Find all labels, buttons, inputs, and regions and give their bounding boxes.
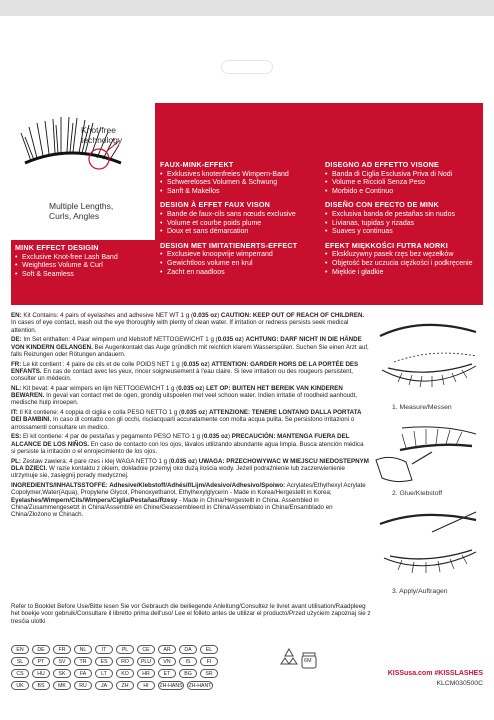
feature-title: FAUX-MINK-EFFEKT [160, 160, 234, 169]
language-code: ET [158, 669, 176, 678]
lang-paragraph: IT: Il Kit contiene: 4 coppia di ciglia e colla PESO NETTO 1 g (0.035 oz) ATTENZIONE: TENERE LONTANO DALLA PORTATA DEI BAMBINI. In caso di contatto con gli occhi, risciacquarli accuratamente con molta acqua pulita. Se persistono irritazioni o arrossamenti consultare un medico. [11, 409, 362, 431]
lang-paragraph: DE: Im Set enthalten: 4 Paar wimpern und klebstoff NETTOGEWICHT 1 g (0.035 oz) ACHTUNG: DARF NICHT IN DIE HÄNDE VON KINDERN GELANGEN. Bei Augenkontakt das Auge gründlich mit reichlich klarem Wasserspülen. Suchen Sie einen Arzt auf, falls Reizungen oder Rötungen andauern. [11, 336, 369, 358]
apply-lash-icon [372, 510, 484, 584]
step-measure [372, 318, 484, 418]
middle-features [160, 161, 320, 282]
feature-item: • Ekskluzywny pasek rzęs bez węzełków [325, 251, 483, 260]
refer-booklet-text: Refer to Booklet Before Use/Bitte lesen Sie vor Gebrauch die beiliegende Anleitung/Consultez le livret avant utilisation/Raadpleeg het boekje voor gebruik/Consultare il libretto prima dell'uso/ Lee el folleto antes de utilizar el producto/Przed użyciem zapoznaj sie z tresćia ulotki [11, 603, 371, 625]
feature-title: DESIGN À EFFET FAUX VISON [160, 200, 271, 210]
feature-item: • Sanft & Makellos [160, 188, 320, 197]
language-code: HR [137, 669, 155, 678]
feature-item: • Bande de faux-cils sans nœuds exclusive [160, 211, 320, 220]
lang-paragraph: PL: Zestaw zawiera: 4 pare rzes i klej WAGA NETTO 1 g (0.035 oz) UWAGA: PRZECHOWYWAC W MIEJSCU NIEDOSTEPNYM DLA DZIECI. W razie kontaktu z okiem, dokładnie przemyj oko dużą ilościa wody. Jeżeli podrażnienie lub zaczerwienienie utrzymuje sie, zasięgnij porady medycznej. [11, 457, 369, 480]
multiple-lengths-callout: Multiple Lengths, Curls, Angles [49, 201, 114, 221]
language-code: IT [95, 645, 113, 654]
language-code: NL [74, 645, 92, 654]
english-features [15, 244, 155, 284]
step-apply [372, 510, 484, 600]
language-code: KO [116, 669, 134, 678]
feature-item: • Miękkie i gładkie [325, 269, 483, 278]
language-code: AR [158, 645, 176, 654]
language-code: JA [95, 681, 113, 690]
feature-item: • Weightless Volume & Curl [15, 262, 155, 271]
language-code: SV [53, 657, 71, 666]
language-code: MK [53, 681, 71, 690]
language-code: DE [32, 645, 50, 654]
language-code: ZH-HANS [159, 683, 183, 689]
feature-item: • Suaves y continuas [325, 228, 483, 237]
feature-title: DISEÑO CON EFECTO DE MINK [325, 200, 439, 210]
step-glue [372, 420, 484, 502]
feature-item: • Volume e Riccioli Senza Peso [325, 179, 483, 188]
language-code: PL [116, 645, 134, 654]
language-code: IS [179, 657, 197, 666]
language-code: HU [32, 669, 50, 678]
language-code: FI [200, 657, 218, 666]
language-code: CE [137, 645, 155, 654]
lash-illustration [11, 103, 155, 240]
language-code: BS [32, 681, 50, 690]
feature-item: • Gewichtloos volume en krul [160, 260, 320, 269]
feature-item: • Exclusive Knot-free Lash Band [15, 254, 155, 263]
feature-item: • Exklusives knotenfreies Wimpern-Band [160, 171, 320, 180]
language-code: EL [200, 645, 218, 654]
feature-title: MINK EFFECT DESIGIN [15, 243, 99, 252]
feature-item: • Objętość bez uczucia ciężkości i podkręcenie [325, 260, 483, 269]
feature-title: DESIGN MET IMITATIENERTS-EFFECT [160, 240, 298, 250]
language-code: ZH-HANT [188, 683, 212, 689]
feature-item: • Doux et sans démarcation [160, 228, 320, 237]
language-code: UK [11, 681, 29, 690]
pao-jar-icon [299, 650, 319, 670]
feature-item: • Zacht en naadloos [160, 269, 320, 278]
language-code: SR [200, 669, 218, 678]
feature-item: • Exclusiva banda de pestañas sin nudos [325, 211, 483, 220]
language-code: ZH [116, 681, 134, 690]
glue-tube-icon [372, 420, 484, 488]
language-code: DA [179, 645, 197, 654]
pao-label: 6M [304, 658, 312, 664]
feature-item: • Volume et courbe poids plume [160, 220, 320, 229]
language-code: BG [179, 669, 197, 678]
lang-paragraph: FR: Le kit contient : 4 paire de cils et de colle POIDS NET 1 g (0.035 oz) ATTENTION: GARDER HORS DE LA PORTÉE DES ENFANTS. En cas de contact avec les yeux, rincer soigneusement à l'eau claire. Si leve irritation ou des rougeurs persistent, consulter un médecin. [11, 360, 359, 383]
step-label: 1. Measure/Messen [392, 404, 452, 411]
feature-item: • Soft & Seamless [15, 271, 155, 280]
language-code: TR [74, 657, 92, 666]
language-code: RO [116, 657, 134, 666]
language-code: SL [11, 657, 29, 666]
feature-title: EFEKT MIĘKKOŚCI FUTRA NORKI [325, 240, 448, 250]
brand-website: KISSusa.com #KISSLASHES [387, 670, 483, 677]
language-code: EN [11, 645, 29, 654]
language-code: VN [158, 657, 176, 666]
feature-item: • Exclusieve knoopvrije wimperrand [160, 251, 320, 260]
knot-free-callout: Knot-free technology [81, 125, 123, 145]
feature-item: • Morbido e Continuo [325, 188, 483, 197]
recycle-icon [279, 648, 299, 668]
language-code: CS [11, 669, 29, 678]
right-features [325, 161, 483, 282]
language-code: SK [53, 669, 71, 678]
language-code: HI [137, 681, 155, 690]
hang-tab-hole [221, 60, 273, 74]
lang-paragraph: EN: Kit Contains: 4 pairs of eyelashes and adhesive NET WT 1 g (0.035 oz) CAUTION: KEEP OUT OF REACH OF CHILDREN. In cases of eye contact, wash out the eye thoroughly with plenty of clean water. If irritation or redness persists seek medical attention. [11, 312, 365, 334]
closed-eye-measure-icon [372, 318, 484, 402]
language-code: LT [95, 669, 113, 678]
feature-item: • Banda di Ciglia Esclusiva Priva di Nodi [325, 171, 483, 180]
feature-item: • Schwereloses Volumen & Schwung [160, 179, 320, 188]
feature-title: DISEGNO AD EFFETTO VISONE [325, 160, 440, 169]
warning-text-block [11, 312, 369, 521]
package-top-edge [0, 0, 494, 16]
lang-paragraph: ES: El kit contiene: 4 par de pestañas y pegamento PESO NETO 1 g (0.035 oz) PRECAUCIÓN: MANTENGA FUERA DEL ALCANCE DE LOS NIÑOS. En caso de contacto con los ojos, lávalos utilizando abundante agua limpia. Busca atención médica si persiste la irritación o el enrojecimiento de los ojos. [11, 433, 364, 455]
language-code: PLU [137, 657, 155, 666]
product-code: KLCM030500C [436, 680, 483, 687]
language-code: FA [74, 669, 92, 678]
step-label: 3. Apply/Auftragen [392, 588, 448, 595]
feature-item: • Livianas, tupidas y rizadas [325, 220, 483, 229]
ingredients: INGREDIENTS/INHALTSSTOFFE: Adhesive/Klebstoff/Adhésif/Lijm/Adesivo/Adhesivo/Spoiwo: Acrylates/Ethylhexyl Acrylate Copolymer,Water(Aqua), Propylene Glycol, Phenoxyethanol, Ethylhexylglycerin - Made in Korea/Hergestellt in Korea; Eyelashes/Wimpern/Cils/Wimpers/Ciglia/Pestañas/Rzesy - Made in China/Hergestellt in China. Assembled in China/Zusammengesetzt in China/Assemblé en Chine/Geassembleerd in China/Assemblato in China/Ensamblado en China/Złożono w Chinach. [11, 481, 366, 519]
language-code: ES [95, 657, 113, 666]
language-code: RU [74, 681, 92, 690]
step-label: 2. Glue/Klebstoff [392, 490, 443, 497]
language-code: PT [32, 657, 50, 666]
language-code: FR [53, 645, 71, 654]
lang-paragraph: NL: Kit bevat: 4 paar wimpers en lijm NETTOGEWICHT 1 g (0.035 oz) LET OP: BUITEN HET BEREIK VAN KINDEREN BEWAREN. In geval van contact met de ogen, grondig uitspoelen met veel schoon water. Indien irritatie of roodheid aanhoudt, medische hulp inroepen. [11, 384, 358, 407]
